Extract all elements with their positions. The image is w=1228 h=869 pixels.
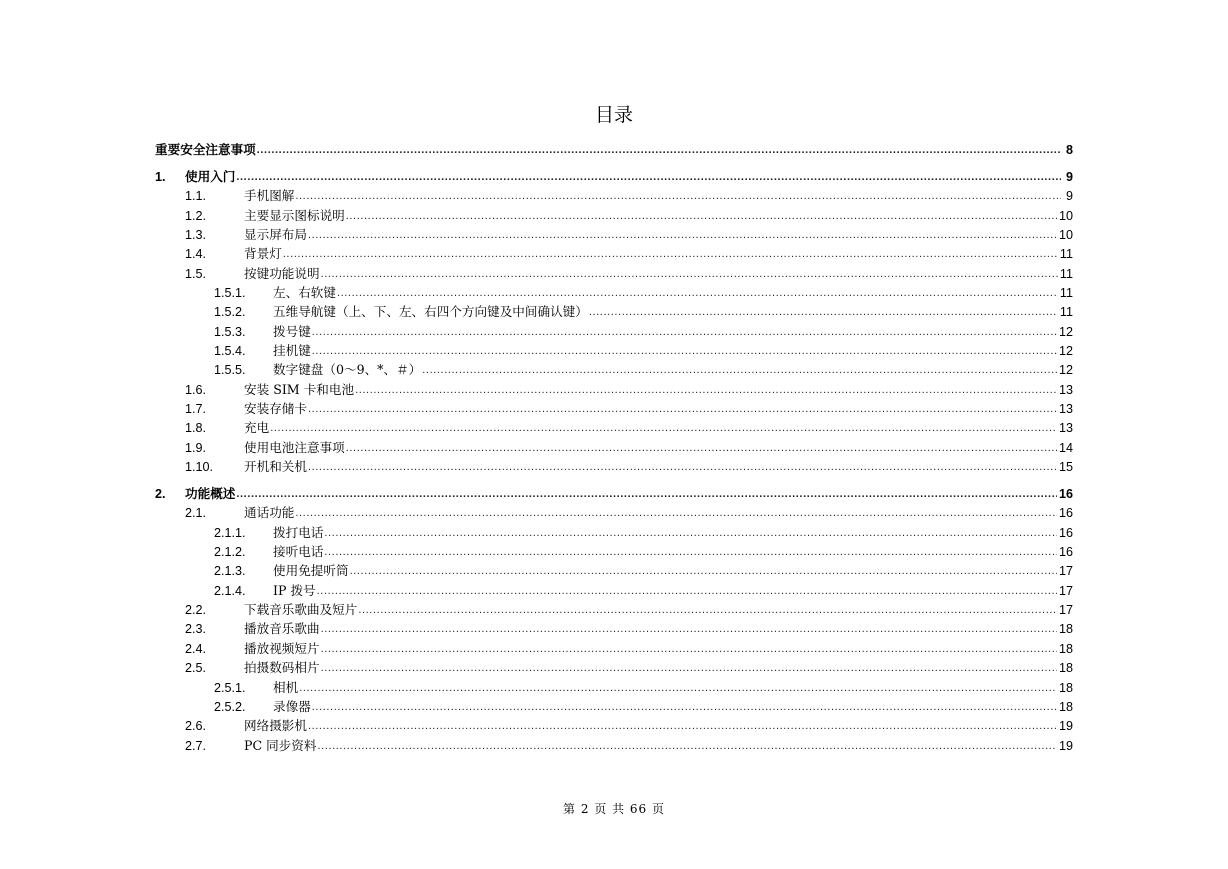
toc-entry[interactable] — [155, 638, 1073, 657]
toc-entry-label: 充电 — [244, 420, 270, 436]
toc-entry-number: 2.3. — [185, 622, 207, 637]
toc-dot-leader — [317, 584, 1057, 598]
toc-entry[interactable] — [155, 715, 1073, 734]
toc-entry[interactable] — [155, 166, 1073, 185]
toc-entry[interactable] — [155, 580, 1073, 599]
toc-dot-leader — [337, 286, 1058, 300]
toc-entry-page: 18 — [1058, 699, 1073, 714]
toc-entry-number: 2.1.4. — [214, 583, 246, 598]
toc-entry[interactable] — [155, 483, 1073, 502]
page-title: 目录 — [594, 104, 633, 126]
toc-dot-leader — [324, 526, 1057, 540]
toc-dot-leader — [299, 681, 1057, 695]
toc-dot-leader — [270, 421, 1057, 435]
toc-dot-leader — [350, 564, 1057, 578]
toc-entry-number: 2.5.1. — [214, 680, 246, 695]
toc-entry-label: 背景灯 — [244, 246, 282, 262]
toc-entry-label: 播放音乐歌曲 — [244, 621, 320, 637]
toc-dot-leader — [312, 344, 1057, 358]
toc-entry-number: 2.5.2. — [214, 699, 246, 714]
toc-entry-label: IP 拨号 — [273, 582, 316, 598]
toc-entry[interactable] — [155, 677, 1073, 696]
toc-dot-leader — [321, 642, 1057, 656]
toc-entry[interactable] — [155, 243, 1073, 262]
toc-entry[interactable] — [155, 282, 1073, 301]
toc-entry-page: 8 — [1065, 143, 1073, 157]
page-footer: 第 2 页 共 66 页 — [563, 802, 665, 816]
toc-entry-page: 13 — [1058, 402, 1073, 416]
toc-entry-number: 1.9. — [185, 440, 207, 455]
toc-entry-label: 安装 SIM 卡和电池 — [244, 381, 355, 397]
toc-dot-leader — [312, 700, 1057, 714]
toc-entry-label: 五维导航键（上、下、左、右四个方向键及中间确认键） — [273, 304, 588, 320]
toc-entry-page: 16 — [1058, 525, 1073, 540]
toc-entry-number: 1.5.1. — [214, 285, 246, 300]
toc-entry-label: 录像器 — [273, 698, 311, 714]
toc-entry-page: 11 — [1059, 247, 1073, 262]
toc-entry[interactable] — [155, 502, 1073, 521]
toc-entry-label: 开机和关机 — [244, 459, 307, 475]
toc-entry-page: 18 — [1058, 680, 1073, 695]
toc-entry-label: 拍摄数码相片 — [244, 660, 320, 676]
toc-dot-leader — [321, 661, 1057, 675]
toc-dot-leader — [318, 739, 1057, 753]
toc-entry[interactable] — [155, 657, 1073, 676]
toc-entry-number: 1.5.3. — [214, 324, 246, 339]
toc-entry-page: 13 — [1058, 382, 1073, 397]
toc-dot-leader — [589, 305, 1058, 319]
toc-entry-number: 2. — [155, 487, 166, 501]
toc-entry-number: 1.1. — [185, 189, 207, 204]
toc-entry-label: 主要显示图标说明 — [244, 207, 345, 223]
toc-entry[interactable] — [155, 456, 1073, 475]
toc-entry-page: 12 — [1058, 344, 1073, 358]
toc-entry-label: 使用入门 — [185, 168, 236, 184]
toc-entry-page: 18 — [1058, 641, 1073, 656]
toc-entry[interactable] — [155, 139, 1073, 158]
toc-entry-page: 14 — [1058, 440, 1073, 455]
toc-entry[interactable] — [155, 301, 1073, 320]
toc-entry-page: 11 — [1059, 285, 1073, 300]
toc-dot-leader — [358, 603, 1057, 617]
toc-entry-page: 17 — [1058, 583, 1073, 598]
toc-entry[interactable] — [155, 560, 1073, 579]
toc-entry-page: 17 — [1058, 603, 1073, 618]
toc-dot-leader — [308, 402, 1057, 416]
toc-dot-leader — [355, 383, 1057, 397]
toc-entry[interactable] — [155, 696, 1073, 715]
toc-dot-leader — [312, 325, 1057, 339]
toc-entry-number: 1.6. — [185, 382, 207, 397]
toc-entry-label: 下载音乐歌曲及短片 — [244, 602, 358, 618]
toc-entry[interactable] — [155, 735, 1073, 754]
toc-entry-label: 功能概述 — [185, 486, 236, 501]
toc-entry[interactable] — [155, 321, 1073, 340]
toc-entry-number: 1.2. — [185, 208, 207, 223]
toc-entry-label: 通话功能 — [244, 505, 295, 521]
toc-entry[interactable] — [155, 379, 1073, 398]
toc-entry[interactable] — [155, 185, 1073, 204]
toc-entry[interactable] — [155, 205, 1073, 224]
toc-entry-page: 12 — [1058, 324, 1073, 339]
toc-entry[interactable] — [155, 263, 1073, 282]
toc-entry-page: 15 — [1058, 460, 1073, 475]
toc-entry[interactable] — [155, 522, 1073, 541]
toc-entry-label: 接听电话 — [273, 544, 324, 559]
toc-entry-number: 2.7. — [185, 738, 207, 753]
toc-entry-page: 19 — [1058, 719, 1073, 734]
toc-entry-label: 显示屏布局 — [244, 226, 307, 242]
toc-entry-number: 1.3. — [185, 227, 207, 242]
toc-dot-leader — [308, 719, 1057, 733]
toc-entry[interactable] — [155, 398, 1073, 417]
toc-entry-page: 11 — [1059, 305, 1073, 320]
toc-entry-page: 17 — [1058, 564, 1073, 579]
toc-entry-number: 2.1. — [185, 506, 207, 521]
toc-entry-number: 1.7. — [185, 402, 207, 416]
toc-entry-label: 数字键盘（0～9、*、＃） — [273, 362, 422, 378]
toc-dot-leader — [324, 545, 1057, 559]
toc-entry-label: 网络摄影机 — [244, 718, 307, 734]
toc-entry[interactable] — [155, 359, 1073, 378]
toc-entry-number: 1.5.4. — [214, 344, 246, 358]
toc-entry[interactable] — [155, 618, 1073, 637]
toc-entry-label: 手机图解 — [244, 188, 295, 204]
toc-dot-leader — [257, 143, 1061, 157]
toc-entry-label: 挂机键 — [273, 343, 311, 358]
toc-entry-number: 1.5.2. — [214, 305, 246, 320]
toc-entry-number: 2.5. — [185, 661, 207, 676]
toc-entry-label: 按键功能说明 — [244, 265, 320, 281]
toc-entry-label: 重要安全注意事项 — [155, 142, 256, 157]
toc-dot-leader — [308, 228, 1057, 242]
toc-dot-leader — [321, 267, 1058, 281]
toc-dot-leader — [346, 441, 1057, 455]
toc-entry-label: 左、右软键 — [273, 284, 336, 300]
toc-dot-leader — [236, 170, 1061, 184]
toc-entry-page: 16 — [1058, 487, 1073, 501]
toc-dot-leader — [346, 209, 1057, 223]
toc-dot-leader — [283, 247, 1058, 261]
toc-entry[interactable] — [155, 340, 1073, 359]
toc-entry-page: 12 — [1058, 363, 1073, 378]
toc-entry-number: 1.5.5. — [214, 363, 246, 378]
toc-entry-page: 18 — [1058, 622, 1073, 637]
toc-entry-number: 1.4. — [185, 247, 207, 262]
toc-entry-label: 拨打电话 — [273, 524, 324, 540]
toc-entry-page: 10 — [1058, 208, 1073, 223]
toc-entry[interactable] — [155, 417, 1073, 436]
toc-entry-number: 1.5. — [185, 266, 207, 281]
toc-entry-number: 2.1.3. — [214, 564, 246, 579]
toc-entry[interactable] — [155, 541, 1073, 560]
toc-entry-number: 2.1.1. — [214, 525, 246, 540]
toc-dot-leader — [321, 622, 1057, 636]
toc-entry-number: 2.1.2. — [214, 545, 246, 559]
toc-entry-page: 9 — [1065, 189, 1073, 204]
toc-entry[interactable] — [155, 599, 1073, 618]
toc-entry-label: 相机 — [273, 679, 299, 695]
toc-entry-label: 使用电池注意事项 — [244, 439, 345, 455]
toc-dot-leader — [295, 506, 1057, 520]
toc-entry-label: 播放视频短片 — [244, 640, 320, 656]
toc-dot-leader — [295, 189, 1061, 203]
toc-entry-page: 13 — [1058, 421, 1073, 436]
toc-entry-number: 1.8. — [185, 421, 207, 436]
toc-entry-number: 1.10. — [185, 460, 214, 475]
toc-entry-number: 2.4. — [185, 641, 207, 656]
toc-entry-page: 16 — [1058, 506, 1073, 521]
toc-entry-page: 18 — [1058, 661, 1073, 676]
toc-dot-leader — [308, 460, 1057, 474]
toc-entry-page: 19 — [1058, 738, 1073, 753]
toc-entry-label: 拨号键 — [273, 323, 311, 339]
toc-entry-label: 安装存储卡 — [244, 401, 307, 416]
toc-entry-number: 2.6. — [185, 719, 207, 734]
toc-entry-number: 2.2. — [185, 603, 207, 618]
toc-entry-page: 10 — [1058, 227, 1073, 242]
toc-entry-page: 11 — [1059, 266, 1073, 281]
toc-dot-leader — [236, 487, 1057, 501]
toc-entry[interactable] — [155, 224, 1073, 243]
toc-entry-page: 16 — [1058, 545, 1073, 559]
toc-entry[interactable] — [155, 437, 1073, 456]
toc-dot-leader — [422, 363, 1057, 377]
toc-entry-page: 9 — [1065, 169, 1073, 184]
toc-entry-number: 1. — [155, 169, 166, 184]
toc-entry-label: PC 同步资料 — [244, 737, 317, 753]
toc-entry-label: 使用免提听筒 — [273, 563, 349, 579]
